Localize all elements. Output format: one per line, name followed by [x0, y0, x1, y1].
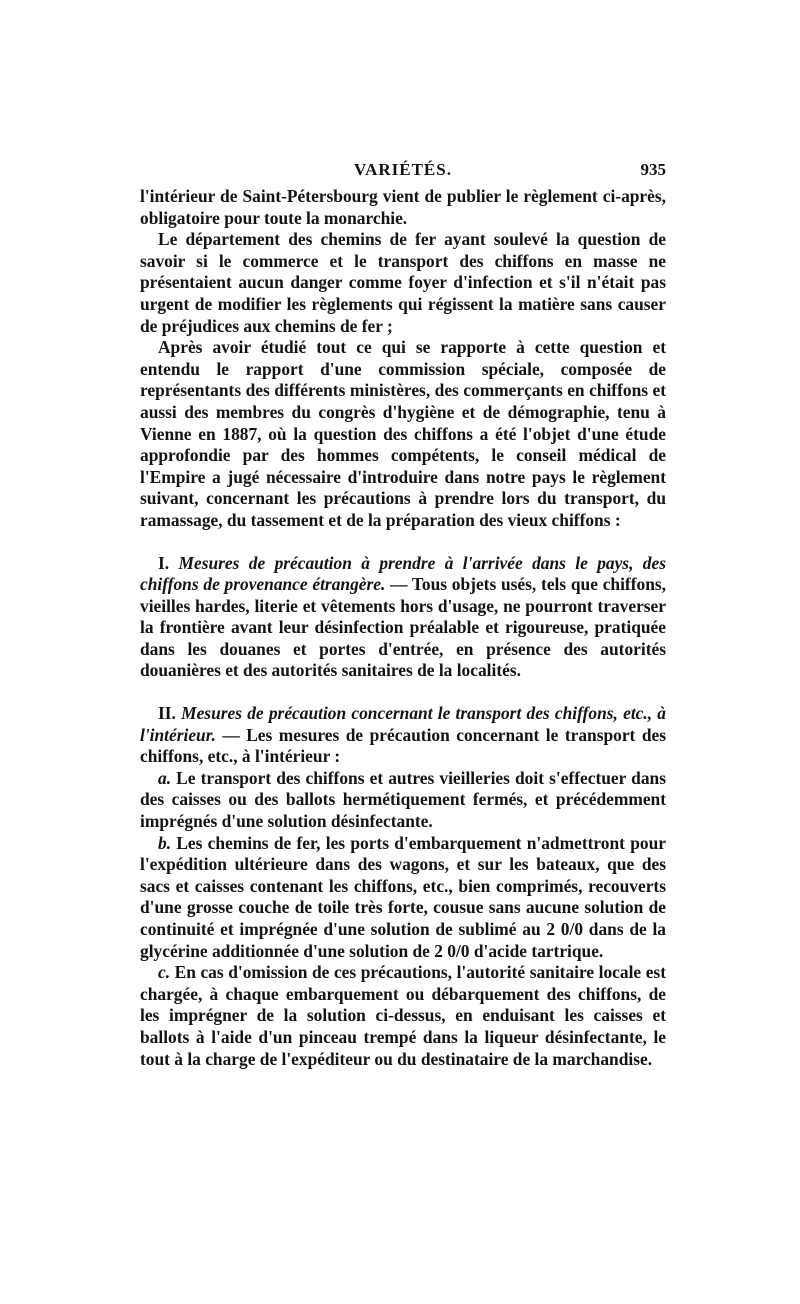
section-2: [140, 703, 666, 768]
section-1-title: Mesures de précaution à prendre à l'arrivée dans le pays, des chiffons de provenance étrangère.: [140, 552, 666, 595]
item-letter-a: a.: [158, 767, 172, 788]
paragraph-1: l'intérieur de Saint-Pétersbourg vient de publier le règlement ci-après, obligatoire pour toute la monarchie.: [140, 186, 666, 228]
item-text-a: Le transport des chiffons et autres vieilleries doit s'effectuer dans des caisses ou des ballots hermétiquement fermés, et précédemment imprégnés d'une solution désinfectante.: [140, 767, 666, 832]
item-text-c: En cas d'omission de ces précautions, l'autorité sanitaire locale est chargée, à chaque embarquement ou débarquement des chiffons, de les imprégner de la solution ci-dessus, en enduisant les caisses et ballots à l'aide d'un pinceau trempé dans la liqueur désinfectante, le tout à la charge de l'expéditeur ou du destinataire de la marchandise.: [140, 962, 666, 1069]
running-title: VARIÉTÉS.: [354, 160, 452, 179]
section-1-number: I.: [158, 552, 170, 573]
section-2-item-a: [140, 768, 666, 833]
section-1-text: — Tous objets usés, tels que chiffons, vieilles hardes, literie et vêtements hors d'usage, ne pourront traverser la frontière avant leur désinfection préalable et rigoureuse, pratiquée dans les douanes et portes d'entrée, en présence des autorités douanières et des autorités sanitaires de la localités.: [140, 574, 666, 681]
paragraph-3: Après avoir étudié tout ce qui se rapporte à cette question et entendu le rapport d'une commission spéciale, composée de représentants des différents ministères, des commerçants en chiffons et aussi des membres du congrès d'hygiène et de démographie, tenu à Vienne en 1887, où la question des chiffons a été l'objet d'une étude approfondie par des hommes compétents, le conseil médical de l'Empire a jugé nécessaire d'introduire dans notre pays le règlement suivant, concernant les précautions à prendre lors du transport, du ramassage, du tassement et de la préparation des vieux chiffons :: [140, 337, 666, 530]
body-text: [140, 186, 666, 1070]
section-2-title: Mesures de précaution concernant le transport des chiffons, etc., à l'intérieur.: [140, 703, 666, 745]
section-2-text: — Les mesures de précaution concernant le transport des chiffons, etc., à l'intérieur :: [140, 724, 666, 767]
page-header: [140, 160, 666, 184]
section-2-item-c: [140, 962, 666, 1070]
section-2-item-b: [140, 833, 666, 963]
item-letter-c: c.: [158, 962, 171, 983]
page-number: 935: [640, 160, 666, 179]
paragraph-2: Le département des chemins de fer ayant soulevé la question de savoir si le commerce et le transport des chiffons en masse ne présentaient aucun danger comme foyer d'infection et s'il n'était pas urgent de modifier les règlements qui régissent la matière sans causer de préjudices aux chemins de fer ;: [140, 229, 666, 336]
section-2-number: II.: [158, 703, 176, 724]
item-text-b: Les chemins de fer, les ports d'embarquement n'admettront pour l'expédition ultérieure dans des wagons, et sur les bateaux, que des sacs et caisses contenant les chiffons, etc., bien comprimés, recouverts d'une grosse couche de toile très forte, cousue sans aucune solution de continuité et imprégnée d'une solution de sublimé au 2 0/0 dans de la glycérine additionnée d'une solution de 2 0/0 d'acide tartrique.: [140, 832, 666, 961]
section-1: [140, 553, 666, 683]
item-letter-b: b.: [158, 832, 172, 853]
